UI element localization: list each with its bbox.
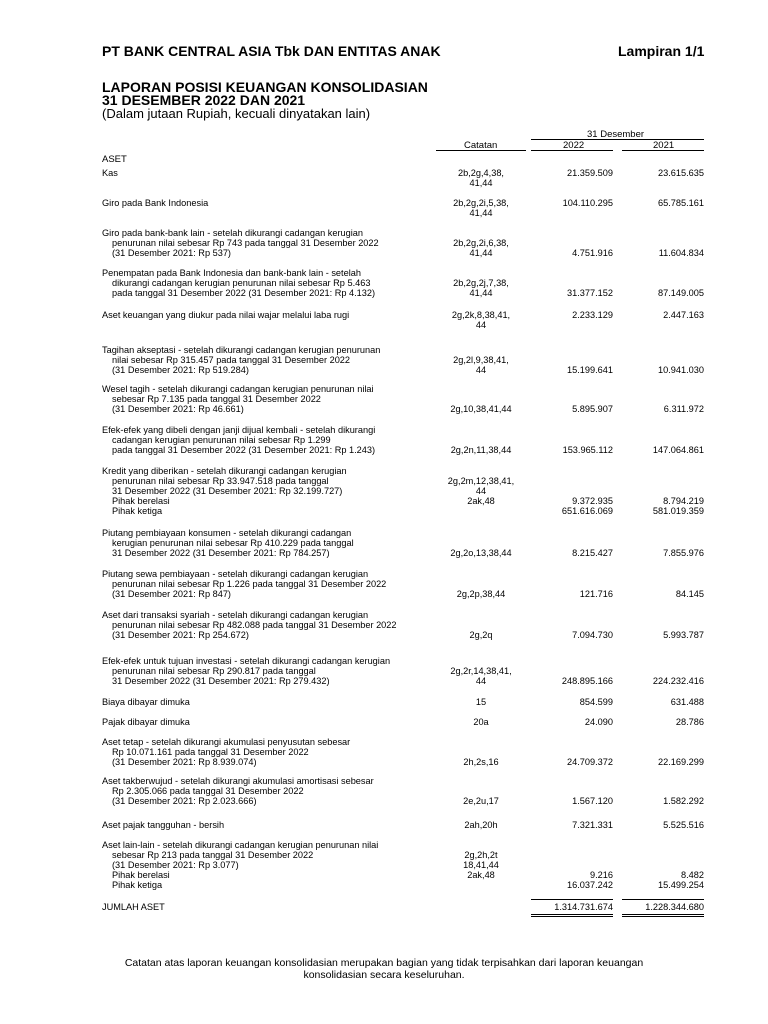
row-description — [102, 776, 442, 806]
value-2022 — [528, 630, 613, 640]
notes-line: 2g,2m,12,38,41, — [447, 476, 515, 486]
value-2022 — [528, 548, 613, 558]
description-line: dikurangi cadangan kerugian penurunan nilai sebesar Rp 5.463 — [112, 278, 371, 288]
total-2022-overline — [531, 899, 613, 900]
value-2022 — [528, 796, 613, 806]
period-underline — [531, 139, 704, 140]
description-line: Piutang sewa pembiayaan - setelah dikurangi cadangan kerugian — [102, 569, 369, 579]
notes-header: Catatan — [464, 140, 498, 151]
description-line: Pihak ketiga — [112, 880, 163, 890]
row-description — [102, 697, 442, 707]
year-2022-header: 2022 — [563, 140, 585, 151]
description-line: (31 Desember 2021: Rp 254.672) — [112, 630, 249, 640]
total-2022-underline-1 — [531, 914, 613, 915]
amount: 5.895.907 — [572, 404, 613, 414]
amount: 8.482 — [681, 870, 704, 880]
value-2021 — [618, 496, 704, 516]
description-line: Pihak berelasi — [112, 870, 170, 880]
amount: 23.615.635 — [658, 168, 704, 178]
row-description — [102, 840, 442, 890]
amount: 7.321.331 — [572, 820, 613, 830]
value-2021 — [618, 404, 704, 414]
report-date: 31 DESEMBER 2022 DAN 2021 — [102, 92, 306, 108]
amount: 4.751.916 — [572, 248, 613, 258]
value-2021 — [618, 168, 704, 178]
value-2021 — [618, 820, 704, 830]
notes-line: 41,44 — [469, 288, 493, 298]
description-line: Rp 2.305.066 pada tanggal 31 Desember 2022 — [112, 786, 304, 796]
value-2021 — [618, 697, 704, 707]
notes-line: 41,44 — [469, 178, 493, 188]
value-2022 — [528, 757, 613, 767]
description-line: cadangan kerugian penurunan nilai sebesar Rp 1.299 — [112, 435, 331, 445]
description-line: penurunan nilai sebesar Rp 482.088 pada tanggal 31 Desember 2022 — [112, 620, 397, 630]
row-notes — [436, 697, 526, 707]
description-line: Pajak dibayar dimuka — [102, 717, 190, 727]
value-2022 — [528, 248, 613, 258]
amount: 9.216 — [590, 870, 613, 880]
amount: 10.941.030 — [658, 365, 704, 375]
row-notes — [436, 355, 526, 375]
description-line: Tagihan akseptasi - setelah dikurangi cadangan kerugian penurunan — [102, 345, 381, 355]
footer-line-2: konsolidasian secara keseluruhan. — [303, 969, 465, 981]
row-notes — [436, 717, 526, 727]
notes-line: 41,44 — [469, 248, 493, 258]
row-description — [102, 656, 442, 686]
appendix-label: Lampiran 1/1 — [618, 43, 705, 59]
value-2022 — [528, 288, 613, 298]
value-2021 — [618, 757, 704, 767]
row-notes — [436, 278, 526, 298]
description-line: 31 Desember 2022 (31 Desember 2021: Rp 32.199.727) — [112, 486, 343, 496]
value-2022 — [528, 445, 613, 455]
notes-line: 2b,2g,2i,6,38, — [453, 238, 509, 248]
period-header: 31 Desember — [587, 129, 645, 140]
notes-line: 2ak,48 — [467, 496, 495, 506]
row-description — [102, 384, 442, 414]
amount: 8.794.219 — [663, 496, 704, 506]
row-notes — [436, 666, 526, 686]
amount: 15.499.254 — [658, 880, 704, 890]
row-notes — [436, 476, 526, 506]
description-line: Kredit yang diberikan - setelah dikurangi cadangan kerugian — [102, 466, 347, 476]
amount: 9.372.935 — [572, 496, 613, 506]
value-2022 — [528, 168, 613, 178]
notes-line: 2b,2g,4,38, — [458, 168, 504, 178]
amount: 84.145 — [675, 589, 704, 599]
notes-line: 2g,2n,11,38,44 — [450, 445, 512, 455]
description-line: Aset dari transaksi syariah - setelah dikurangi cadangan kerugian — [102, 610, 369, 620]
value-2021 — [618, 248, 704, 258]
amount: 2.233.129 — [572, 310, 613, 320]
amount: 1.567.120 — [572, 796, 613, 806]
amount: 854.599 — [579, 697, 613, 707]
description-line: (31 Desember 2021: Rp 46.661) — [112, 404, 244, 414]
description-line: Kas — [102, 168, 118, 178]
value-2021 — [618, 310, 704, 320]
amount: 11.604.834 — [658, 248, 704, 258]
description-line: Pihak berelasi — [112, 496, 170, 506]
row-notes — [436, 168, 526, 188]
amount: 6.311.972 — [663, 404, 704, 414]
description-line: Giro pada Bank Indonesia — [102, 198, 209, 208]
amount: 581.019.359 — [652, 506, 704, 516]
description-line: Piutang pembiayaan konsumen - setelah dikurangi cadangan — [102, 528, 352, 538]
amount: 1.582.292 — [663, 796, 704, 806]
notes-line: 44 — [475, 320, 487, 330]
value-2021 — [618, 796, 704, 806]
row-notes — [436, 630, 526, 640]
description-line: Pihak ketiga — [112, 506, 163, 516]
total-value-2021: 1.228.344.680 — [645, 902, 704, 912]
description-line: pada tanggal 31 Desember 2022 (31 Desember 2021: Rp 1.243) — [112, 445, 376, 455]
value-2022 — [528, 589, 613, 599]
amount: 24.090 — [584, 717, 613, 727]
footer-note — [84, 957, 684, 981]
notes-line: 2g,2q — [469, 630, 493, 640]
row-notes — [436, 796, 526, 806]
value-2021 — [618, 676, 704, 686]
row-description — [102, 168, 442, 178]
description-line: (31 Desember 2021: Rp 537) — [112, 248, 231, 258]
row-description — [102, 569, 442, 599]
amount: 87.149.005 — [658, 288, 704, 298]
value-2022 — [528, 198, 613, 208]
notes-line: 44 — [475, 486, 487, 496]
row-notes — [436, 445, 526, 455]
report-unit: (Dalam jutaan Rupiah, kecuali dinyatakan lain) — [102, 106, 371, 121]
footer-line-1: Catatan atas laporan keuangan konsolidasian merupakan bagian yang tidak terpisahkan dari laporan keuangan — [124, 957, 644, 969]
value-2022 — [528, 870, 613, 890]
row-notes — [436, 310, 526, 330]
notes-line: 20a — [473, 717, 489, 727]
amount: 28.786 — [675, 717, 704, 727]
total-2021-underline-1 — [622, 914, 704, 915]
row-notes — [436, 404, 526, 414]
amount: 22.169.299 — [658, 757, 704, 767]
amount: 15.199.641 — [567, 365, 613, 375]
year-2021-header: 2021 — [653, 140, 675, 151]
value-2021 — [618, 288, 704, 298]
amount: 2.447.163 — [663, 310, 704, 320]
notes-line: 2ah,20h — [464, 820, 498, 830]
description-line: pada tanggal 31 Desember 2022 (31 Desember 2021: Rp 4.132) — [112, 288, 376, 298]
description-line: 31 Desember 2022 (31 Desember 2021: Rp 279.432) — [112, 676, 330, 686]
company-name: PT BANK CENTRAL ASIA Tbk DAN ENTITAS ANAK — [102, 43, 441, 59]
section-title: ASET — [102, 154, 127, 165]
row-notes — [436, 589, 526, 599]
value-2022 — [528, 820, 613, 830]
amount: 31.377.152 — [567, 288, 613, 298]
description-line: Penempatan pada Bank Indonesia dan bank-bank lain - setelah — [102, 268, 361, 278]
notes-line: 2e,2u,17 — [463, 796, 499, 806]
notes-line: 44 — [475, 365, 487, 375]
notes-line: 2g,2h,2t — [464, 850, 498, 860]
value-2022 — [528, 496, 613, 516]
description-line: (31 Desember 2021: Rp 519.284) — [112, 365, 249, 375]
row-description — [102, 717, 442, 727]
total-2022-underline-2 — [531, 916, 613, 917]
amount: 16.037.242 — [567, 880, 613, 890]
notes-line: 2g,2l,9,38,41, — [453, 355, 509, 365]
value-2022 — [528, 365, 613, 375]
row-description — [102, 820, 442, 830]
value-2021 — [618, 548, 704, 558]
amount: 631.488 — [670, 697, 704, 707]
amount: 21.359.509 — [567, 168, 613, 178]
description-line: Aset keuangan yang diukur pada nilai wajar melalui laba rugi — [102, 310, 350, 320]
row-description — [102, 528, 442, 558]
amount: 651.616.069 — [561, 506, 613, 516]
notes-line: 2ak,48 — [467, 870, 495, 880]
value-2021 — [618, 870, 704, 890]
value-2021 — [618, 630, 704, 640]
description-line: Biaya dibayar dimuka — [102, 697, 190, 707]
description-line: Aset tetap - setelah dikurangi akumulasi penyusutan sebesar — [102, 737, 351, 747]
description-line: sebesar Rp 213 pada tanggal 31 Desember 2022 — [112, 850, 314, 860]
amount: 5.525.516 — [663, 820, 704, 830]
row-description — [102, 198, 442, 208]
value-2022 — [528, 310, 613, 320]
row-notes — [436, 548, 526, 558]
amount: 224.232.416 — [652, 676, 704, 686]
description-line: Wesel tagih - setelah dikurangi cadangan kerugian penurunan nilai — [102, 384, 374, 394]
description-line: Aset lain-lain - setelah dikurangi cadangan kerugian penurunan nilai — [102, 840, 379, 850]
notes-underline — [436, 150, 526, 151]
description-line: Aset pajak tangguhan - bersih — [102, 820, 225, 830]
total-2021-underline-2 — [622, 916, 704, 917]
row-description — [102, 268, 442, 298]
row-description — [102, 610, 442, 640]
description-line: (31 Desember 2021: Rp 8.939.074) — [112, 757, 257, 767]
amount: 248.895.166 — [561, 676, 613, 686]
description-line: kerugian penurunan nilai sebesar Rp 410.229 pada tanggal — [112, 538, 354, 548]
notes-line: 18,41,44 — [463, 860, 499, 870]
description-line: Aset takberwujud - setelah dikurangi akumulasi amortisasi sebesar — [102, 776, 374, 786]
description-line: penurunan nilai sebesar Rp 743 pada tanggal 31 Desember 2022 — [112, 238, 379, 248]
row-notes — [436, 198, 526, 218]
row-description — [102, 466, 442, 516]
row-description — [102, 228, 442, 258]
report-title: LAPORAN POSISI KEUANGAN KONSOLIDASIAN — [102, 79, 428, 95]
description-line: Giro pada bank-bank lain - setelah dikurangi cadangan kerugian — [102, 228, 363, 238]
value-2021 — [618, 589, 704, 599]
description-line: Rp 10.071.161 pada tanggal 31 Desember 2022 — [112, 747, 309, 757]
value-2022 — [528, 717, 613, 727]
value-2022 — [528, 697, 613, 707]
notes-line: 2g,2p,38,44 — [456, 589, 506, 599]
amount: 147.064.861 — [652, 445, 704, 455]
notes-line: 2g,2o,13,38,44 — [450, 548, 512, 558]
description-line: 31 Desember 2022 (31 Desember 2021: Rp 784.257) — [112, 548, 330, 558]
notes-line: 2b,2g,2j,7,38, — [453, 278, 509, 288]
notes-line: 2g,10,38,41,44 — [450, 404, 512, 414]
notes-line: 44 — [475, 676, 487, 686]
total-2021-overline — [622, 899, 704, 900]
row-description — [102, 737, 442, 767]
description-line: nilai sebesar Rp 315.457 pada tanggal 31 Desember 2022 — [112, 355, 351, 365]
row-notes — [436, 238, 526, 258]
notes-line: 2g,2r,14,38,41, — [450, 666, 512, 676]
value-2021 — [618, 365, 704, 375]
amount: 121.716 — [579, 589, 613, 599]
row-description — [102, 425, 442, 455]
amount: 7.094.730 — [572, 630, 613, 640]
value-2021 — [618, 198, 704, 208]
description-line: (31 Desember 2021: Rp 2.023.666) — [112, 796, 257, 806]
amount: 8.215.427 — [572, 548, 613, 558]
notes-line: 2h,2s,16 — [463, 757, 499, 767]
total-label: JUMLAH ASET — [102, 902, 165, 912]
year-2022-underline — [531, 150, 613, 151]
row-description — [102, 310, 442, 320]
value-2022 — [528, 676, 613, 686]
description-line: penurunan nilai sebesar Rp 33.947.518 pada tanggal — [112, 476, 329, 486]
description-line: (31 Desember 2021: Rp 847) — [112, 589, 231, 599]
value-2021 — [618, 445, 704, 455]
description-line: sebesar Rp 7.135 pada tanggal 31 Desember 2022 — [112, 394, 321, 404]
description-line: penurunan nilai sebesar Rp 1.226 pada tanggal 31 Desember 2022 — [112, 579, 387, 589]
amount: 153.965.112 — [562, 445, 613, 455]
notes-line: 41,44 — [469, 208, 493, 218]
description-line: (31 Desember 2021: Rp 3.077) — [112, 860, 239, 870]
amount: 104.110.295 — [562, 198, 613, 208]
notes-line: 2g,2k,8,38,41, — [451, 310, 511, 320]
year-2021-underline — [622, 150, 704, 151]
value-2022 — [528, 404, 613, 414]
row-description — [102, 345, 442, 375]
notes-line: 2b,2g,2i,5,38, — [453, 198, 509, 208]
row-notes — [436, 757, 526, 767]
value-2021 — [618, 717, 704, 727]
amount: 24.709.372 — [567, 757, 613, 767]
description-line: Efek-efek yang dibeli dengan janji dijual kembali - setelah dikurangi — [102, 425, 376, 435]
notes-line: 15 — [475, 697, 487, 707]
row-notes — [436, 820, 526, 830]
amount: 65.785.161 — [658, 198, 704, 208]
amount: 5.993.787 — [663, 630, 704, 640]
description-line: Efek-efek untuk tujuan investasi - setelah dikurangi cadangan kerugian — [102, 656, 391, 666]
description-line: penurunan nilai sebesar Rp 290.817 pada tanggal — [112, 666, 316, 676]
row-notes — [436, 850, 526, 880]
total-value-2022: 1.314.731.674 — [554, 902, 613, 912]
amount: 7.855.976 — [663, 548, 704, 558]
